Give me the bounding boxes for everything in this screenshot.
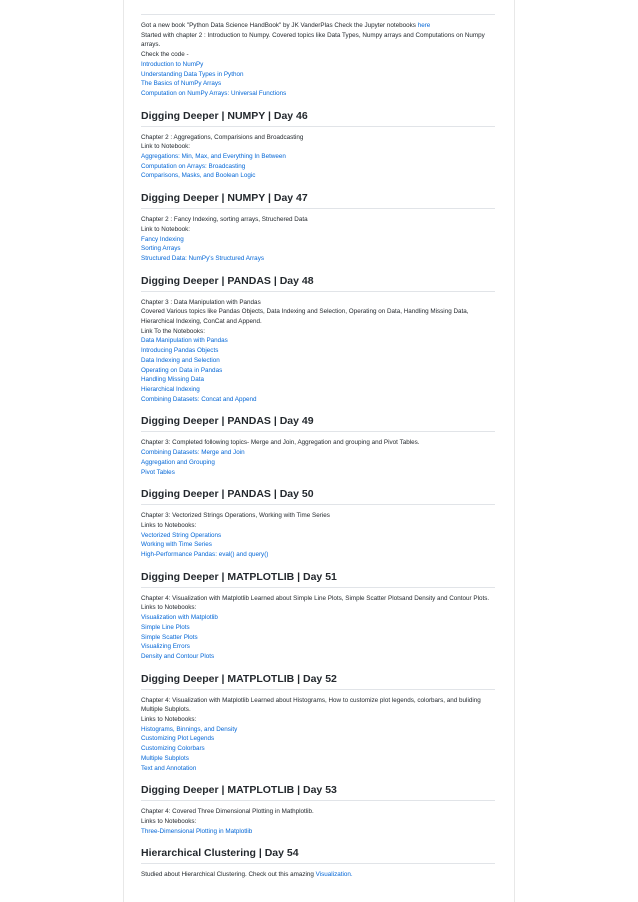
section-heading: Hierarchical Clustering | Day 54 [141,847,495,864]
section-day-47 [141,192,495,264]
section-text: Chapter 2 : Aggregations, Comparisions and Broadcasting [141,133,304,141]
section-day-49 [141,415,495,477]
section-heading: Digging Deeper | PANDAS | Day 50 [141,488,495,505]
notebook-link[interactable]: Combining Datasets: Merge and Join [141,449,245,457]
intro-line-3: Check the code - [141,51,189,59]
section-day-54 [141,847,495,880]
notebook-link[interactable]: Operating on Data in Pandas [141,366,223,374]
section-text: Links to Notebooks: [141,521,197,529]
section-heading: Digging Deeper | PANDAS | Day 48 [141,275,495,292]
notebook-link[interactable]: Computation on NumPy Arrays: Universal Functions [141,89,287,97]
notebook-link[interactable]: Multiple Subplots [141,754,189,762]
section-text: Links to Notebooks: [141,817,197,825]
here-link[interactable]: here [417,22,431,29]
notebook-link[interactable]: The Basics of NumPy Arrays [141,80,222,88]
notebook-link[interactable]: Handling Missing Data [141,376,204,384]
section-day-51 [141,571,495,662]
notebook-link[interactable]: Aggregation and Grouping [141,458,215,466]
section-text: Covered Various topics like Pandas Objects, Data Indexing and Selection, Operating on Data, Handling Missing Data, Hierarchical Indexing, ConCat and Append. [141,308,469,326]
notebook-link[interactable]: Data Indexing and Selection [141,356,220,364]
notebook-link[interactable]: Histograms, Binnings, and Density [141,725,238,733]
notebook-link[interactable]: Aggregations: Min, Max, and Everything In Between [141,153,286,161]
section-day-48 [141,275,495,405]
section-text: Link To the Notebooks: [141,327,205,335]
notebook-link[interactable]: Visualization with Matplotlib [141,614,218,622]
section-heading: Digging Deeper | MATPLOTLIB | Day 53 [141,784,495,801]
section-day-53 [141,784,495,836]
section-text: Chapter 3: Vectorized Strings Operations, Working with Time Series [141,512,330,520]
section-text: Chapter 4: Visualization with Matplotlib Learned about Histograms, How to customize plot legends, colorbars, and buliding Multiple Subplots. [141,696,481,714]
notebook-link[interactable]: High-Performance Pandas: eval() and query() [141,551,269,559]
section-heading: Digging Deeper | PANDAS | Day 49 [141,415,495,432]
notebook-link[interactable]: Sorting Arrays [141,245,181,253]
section-text: Studied about Hierarchical Clustering. Check out this amazing Visualization. [141,871,353,879]
notebook-link[interactable]: Simple Line Plots [141,623,190,631]
notebook-link[interactable]: Working with Time Series [141,541,212,549]
section-day-46 [141,110,495,182]
notebook-link[interactable]: Text and Annotation [141,764,197,772]
intro-section [141,21,495,99]
document-content [141,14,495,880]
notebook-link[interactable]: Vectorized String Operations [141,531,222,539]
notebook-link[interactable]: Density and Contour Plots [141,652,215,660]
section-text: Link to Notebook: [141,143,191,151]
section-heading: Digging Deeper | NUMPY | Day 46 [141,110,495,127]
notebook-link[interactable]: Three-Dimensional Plotting in Matplotlib [141,827,253,835]
section-text: Chapter 2 : Fancy Indexing, sorting arrays, Struchered Data [141,216,308,224]
intro-line-2: Started with chapter 2 : Introduction to Numpy. Covered topics like Data Types, Numpy arrays and Computations on Numpy arrays. [141,31,485,49]
notebook-link[interactable]: Introduction to NumPy [141,60,204,68]
section-text: Chapter 3: Completed following topics- Merge and Join, Aggregation and grouping and Pivot Tables. [141,439,420,447]
section-text: Links to Notebooks: [141,716,197,724]
section-text: Link to Notebook: [141,225,191,233]
section-day-52 [141,673,495,774]
notebook-link[interactable]: Comparisons, Masks, and Boolean Logic [141,172,256,180]
section-text: Chapter 4: Covered Three Dimensional Plotting in Mathplotlib. [141,808,314,816]
section-heading: Digging Deeper | MATPLOTLIB | Day 52 [141,673,495,690]
notebook-link[interactable]: Data Manipulation with Pandas [141,337,228,345]
notebook-link[interactable]: Hierarchical Indexing [141,385,200,393]
notebook-link[interactable]: Customizing Plot Legends [141,735,215,743]
notebook-link[interactable]: Structured Data: NumPy's Structured Arrays [141,254,264,262]
notebook-link[interactable]: Combining Datasets: Concat and Append [141,395,257,403]
intro-line-1: Got a new book "Python Data Science HandBook" by JK VanderPlas Check the Jupyter notebooks here [141,22,431,29]
notebook-link[interactable]: Understanding Data Types in Python [141,70,244,78]
notebook-link[interactable]: Customizing Colorbars [141,745,205,753]
section-day-50 [141,488,495,560]
notebook-link[interactable]: Visualizing Errors [141,643,190,651]
section-text: Chapter 4: Visualization with Matplotlib Learned about Simple Line Plots, Simple Scatter Plotsand Density and Contour Plots. [141,594,490,602]
section-text: Chapter 3 : Data Manipulation with Pandas [141,298,261,306]
visualization-link[interactable]: Visualization. [315,871,353,879]
notebook-link[interactable]: Simple Scatter Plots [141,633,198,641]
section-text: Links to Notebooks: [141,604,197,612]
notebook-link[interactable]: Fancy Indexing [141,235,184,243]
notebook-link[interactable]: Computation on Arrays: Broadcasting [141,162,246,170]
notebook-link[interactable]: Pivot Tables [141,468,175,476]
section-heading: Digging Deeper | NUMPY | Day 47 [141,192,495,209]
section-heading: Digging Deeper | MATPLOTLIB | Day 51 [141,571,495,588]
notebook-link[interactable]: Introducing Pandas Objects [141,347,219,355]
